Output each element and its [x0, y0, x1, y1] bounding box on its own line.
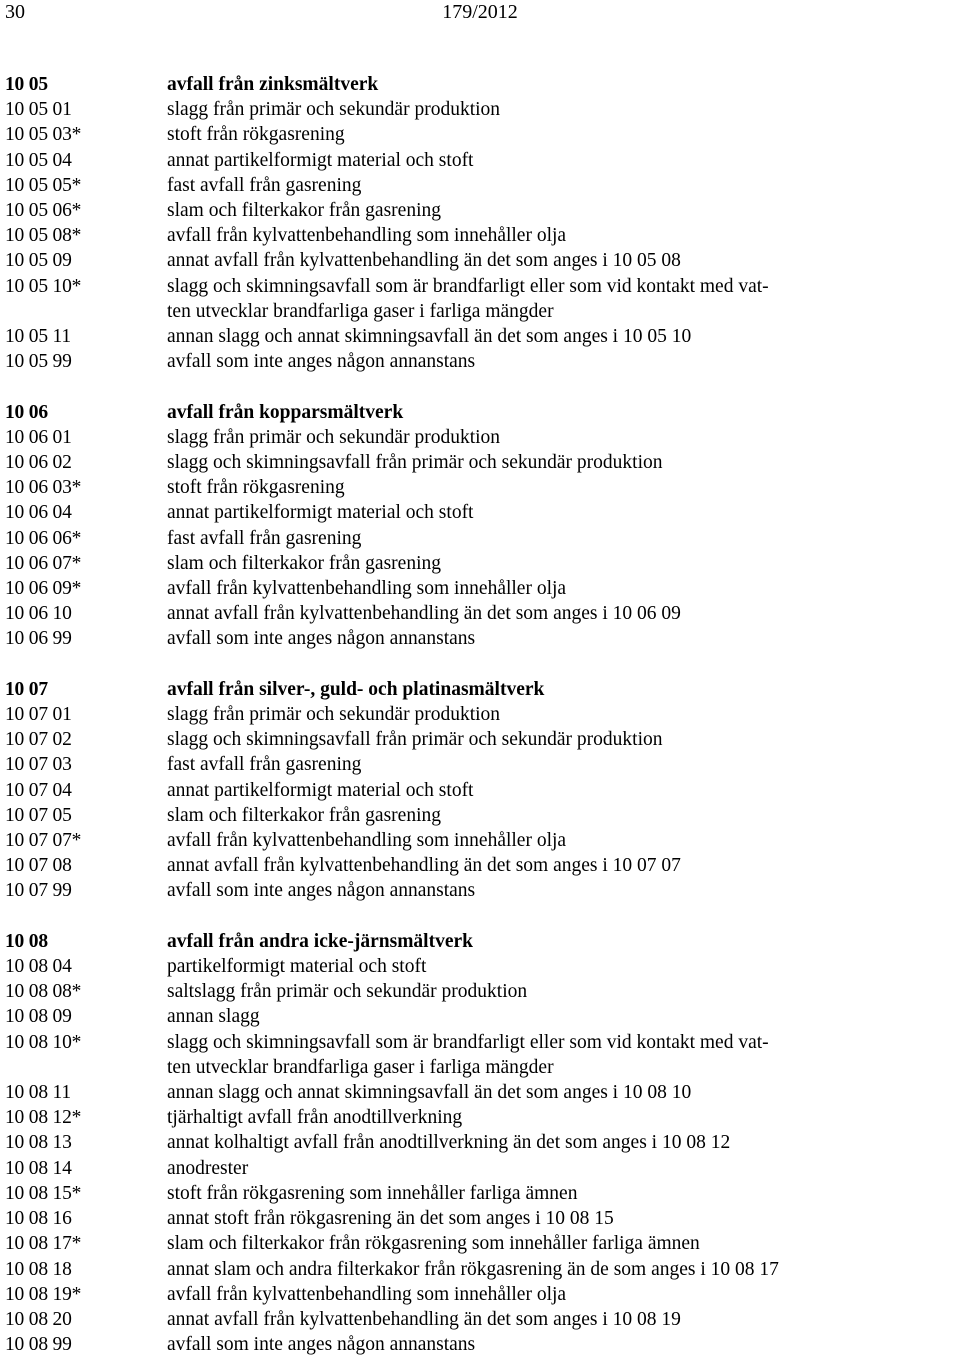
waste-code-row	[5, 828, 955, 853]
waste-code: 10 08 17*	[5, 1233, 82, 1255]
waste-description: stoft från rökgasrening	[167, 477, 345, 499]
waste-code-row	[5, 425, 955, 450]
waste-code: 10 06 02	[5, 452, 72, 474]
waste-description: slam och filterkakor från rökgasrening som innehåller farliga ämnen	[167, 1233, 700, 1255]
waste-description: partikelformigt material och stoft	[167, 956, 427, 978]
waste-code-row	[5, 601, 955, 626]
waste-code-row	[5, 803, 955, 828]
waste-description: fast avfall från gasrening	[167, 527, 362, 549]
waste-description: fast avfall från gasrening	[167, 174, 362, 196]
waste-description: saltslagg från primär och sekundär produktion	[167, 981, 528, 1003]
waste-description: avfall som inte anges någon annanstans	[167, 1334, 476, 1356]
section-heading	[5, 677, 955, 702]
waste-description: annan slagg och annat skimningsavfall än det som anges i 10 05 10	[167, 326, 692, 348]
waste-description: avfall från kylvattenbehandling som innehåller olja	[167, 1283, 567, 1305]
waste-code-row	[5, 702, 955, 727]
waste-description: avfall som inte anges någon annanstans	[167, 351, 476, 373]
waste-description: slagg från primär och sekundär produktion	[167, 99, 501, 121]
waste-code-row	[5, 500, 955, 525]
waste-code: 10 05 06*	[5, 200, 82, 222]
waste-description: annat partikelformigt material och stoft	[167, 149, 474, 171]
waste-code-row	[5, 626, 955, 651]
waste-code-row	[5, 173, 955, 198]
waste-code-row	[5, 853, 955, 878]
waste-description: slagg och skimningsavfall som är brandfarligt eller som vid kontakt med vat- ten utvecklar brandfarliga gaser i farliga mängder	[167, 1031, 769, 1078]
waste-code-row	[5, 1105, 955, 1130]
waste-description: slagg och skimningsavfall som är brandfarligt eller som vid kontakt med vat- ten utvecklar brandfarliga gaser i farliga mängder	[167, 275, 769, 322]
section-code: 10 05	[5, 74, 48, 95]
waste-description: annat stoft från rökgasrening än det som anges i 10 08 15	[167, 1208, 614, 1230]
waste-description: annan slagg	[167, 1006, 260, 1028]
waste-code: 10 05 04	[5, 149, 72, 171]
waste-code: 10 07 05	[5, 804, 72, 826]
waste-code: 10 08 19*	[5, 1283, 82, 1305]
waste-code-row	[5, 198, 955, 223]
waste-description: slagg och skimningsavfall från primär och sekundär produktion	[167, 452, 663, 474]
section-title: avfall från zinksmältverk	[167, 74, 379, 95]
waste-code-row	[5, 526, 955, 551]
waste-code-row	[5, 878, 955, 903]
waste-description: annat avfall från kylvattenbehandling än det som anges i 10 05 08	[167, 250, 681, 272]
waste-code-row	[5, 349, 955, 374]
waste-code: 10 05 99	[5, 351, 72, 373]
waste-code: 10 06 99	[5, 628, 72, 650]
waste-description: annat slam och andra filterkakor från rökgasrening än de som anges i 10 08 17	[167, 1258, 779, 1280]
waste-description: fast avfall från gasrening	[167, 754, 362, 776]
waste-code: 10 08 99	[5, 1334, 72, 1356]
waste-code: 10 08 13	[5, 1132, 72, 1154]
waste-code-row	[5, 1307, 955, 1332]
waste-code-row	[5, 1257, 955, 1282]
waste-description: avfall från kylvattenbehandling som innehåller olja	[167, 830, 567, 852]
waste-code: 10 08 14	[5, 1157, 72, 1179]
waste-code: 10 06 03*	[5, 477, 82, 499]
waste-description: annat partikelformigt material och stoft	[167, 502, 474, 524]
waste-code-row	[5, 274, 955, 324]
waste-code: 10 05 11	[5, 326, 71, 348]
waste-description: stoft från rökgasrening	[167, 124, 345, 146]
section-title: avfall från andra icke-järnsmältverk	[167, 930, 474, 952]
waste-code: 10 05 05*	[5, 174, 82, 196]
waste-description: slagg från primär och sekundär produktion	[167, 704, 501, 726]
waste-code-row	[5, 1231, 955, 1256]
waste-description: slagg och skimningsavfall från primär och sekundär produktion	[167, 729, 663, 751]
waste-code: 10 08 09	[5, 1006, 72, 1028]
waste-code-row	[5, 324, 955, 349]
waste-code-row	[5, 576, 955, 601]
waste-code: 10 06 09*	[5, 578, 82, 600]
waste-description: avfall som inte anges någon annanstans	[167, 880, 476, 902]
waste-code: 10 08 10*	[5, 1031, 82, 1053]
section-code: 10 06	[5, 401, 48, 423]
waste-code-row	[5, 475, 955, 500]
waste-code: 10 07 07*	[5, 830, 82, 852]
waste-code-row	[5, 954, 955, 979]
waste-section	[5, 72, 955, 374]
section-heading	[5, 929, 955, 954]
waste-code: 10 05 08*	[5, 225, 82, 247]
waste-description: slagg från primär och sekundär produktion	[167, 426, 501, 448]
waste-code: 10 07 04	[5, 779, 72, 801]
waste-code-row	[5, 122, 955, 147]
page-number: 30	[5, 1, 25, 23]
waste-description: slam och filterkakor från gasrening	[167, 552, 441, 574]
waste-code-row	[5, 1130, 955, 1155]
waste-code-row	[5, 450, 955, 475]
document-reference: 179/2012	[442, 1, 518, 23]
waste-description: slam och filterkakor från gasrening	[167, 200, 441, 222]
waste-description: annat kolhaltigt avfall från anodtillverkning än det som anges i 10 08 12	[167, 1132, 731, 1154]
waste-description: annat avfall från kylvattenbehandling än det som anges i 10 08 19	[167, 1308, 681, 1330]
waste-code-row	[5, 778, 955, 803]
waste-description: slam och filterkakor från gasrening	[167, 804, 441, 826]
waste-description: tjärhaltigt avfall från anodtillverkning	[167, 1107, 463, 1129]
waste-section	[5, 400, 955, 652]
section-heading	[5, 400, 955, 425]
waste-code-row	[5, 248, 955, 273]
waste-description: avfall från kylvattenbehandling som innehåller olja	[167, 225, 567, 247]
waste-code-row	[5, 752, 955, 777]
waste-code-row	[5, 1206, 955, 1231]
waste-description: annat avfall från kylvattenbehandling än det som anges i 10 07 07	[167, 855, 681, 877]
waste-code: 10 06 01	[5, 426, 72, 448]
waste-description: annat avfall från kylvattenbehandling än det som anges i 10 06 09	[167, 603, 681, 625]
waste-code: 10 07 01	[5, 704, 72, 726]
waste-code: 10 07 02	[5, 729, 72, 751]
waste-code: 10 07 99	[5, 880, 72, 902]
waste-code-row	[5, 1004, 955, 1029]
waste-code: 10 05 10*	[5, 275, 82, 297]
waste-code: 10 06 10	[5, 603, 72, 625]
page-header	[0, 0, 960, 28]
waste-code: 10 08 12*	[5, 1107, 82, 1129]
waste-code-row	[5, 97, 955, 122]
section-title: avfall från kopparsmältverk	[167, 401, 404, 423]
waste-code-row	[5, 727, 955, 752]
waste-code: 10 05 09	[5, 250, 72, 272]
waste-code-row	[5, 979, 955, 1004]
waste-code: 10 08 20	[5, 1308, 72, 1330]
waste-code: 10 08 04	[5, 956, 72, 978]
waste-code-row	[5, 1030, 955, 1080]
waste-code: 10 05 01	[5, 99, 72, 121]
waste-code-row	[5, 223, 955, 248]
waste-code-row	[5, 551, 955, 576]
waste-code: 10 08 18	[5, 1258, 72, 1280]
waste-code: 10 06 06*	[5, 527, 82, 549]
waste-description: annat partikelformigt material och stoft	[167, 779, 474, 801]
waste-code: 10 08 08*	[5, 981, 82, 1003]
section-code: 10 08	[5, 930, 48, 952]
waste-code-row	[5, 1156, 955, 1181]
waste-code: 10 08 15*	[5, 1182, 82, 1204]
waste-code: 10 06 07*	[5, 552, 82, 574]
waste-code: 10 06 04	[5, 502, 72, 524]
waste-section	[5, 677, 955, 904]
waste-code-row	[5, 1332, 955, 1357]
waste-description: annan slagg och annat skimningsavfall än det som anges i 10 08 10	[167, 1082, 692, 1104]
waste-code-row	[5, 1181, 955, 1206]
waste-description: stoft från rökgasrening som innehåller farliga ämnen	[167, 1182, 578, 1204]
waste-code: 10 07 08	[5, 855, 72, 877]
waste-section	[5, 929, 955, 1357]
waste-description: avfall som inte anges någon annanstans	[167, 628, 476, 650]
waste-description: avfall från kylvattenbehandling som innehåller olja	[167, 578, 567, 600]
section-code: 10 07	[5, 678, 48, 700]
waste-code: 10 08 16	[5, 1208, 72, 1230]
waste-code: 10 07 03	[5, 754, 72, 776]
section-title: avfall från silver-, guld- och platinasmältverk	[167, 678, 545, 700]
waste-description: anodrester	[167, 1157, 249, 1179]
waste-code-row	[5, 1282, 955, 1307]
waste-code-row	[5, 148, 955, 173]
section-heading	[5, 72, 955, 97]
waste-code: 10 08 11	[5, 1082, 71, 1104]
waste-code: 10 05 03*	[5, 124, 82, 146]
waste-code-row	[5, 1080, 955, 1105]
waste-code-list	[5, 72, 955, 1357]
